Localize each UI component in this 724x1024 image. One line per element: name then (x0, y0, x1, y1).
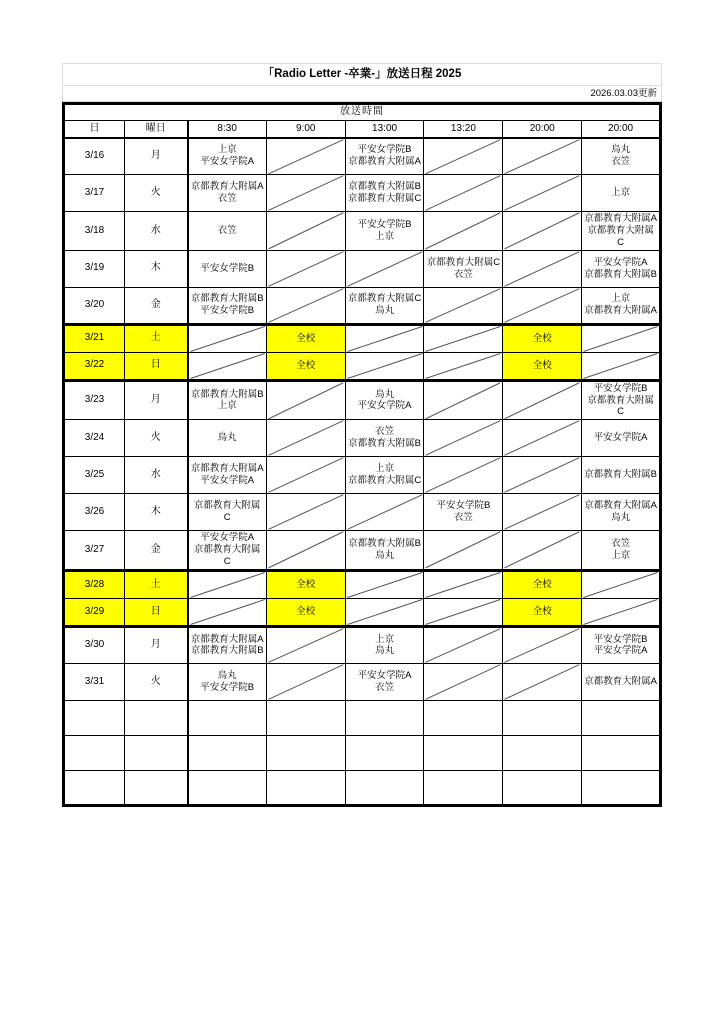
diagonal-line-icon (503, 212, 581, 250)
no-broadcast-cell (188, 324, 267, 352)
weekday-cell: 水 (125, 457, 188, 494)
date-cell: 3/27 (64, 531, 125, 571)
date-cell (64, 770, 125, 805)
weekday-cell: 金 (125, 287, 188, 324)
schedule-cell: 京都教育大附属B 上京 (188, 380, 267, 420)
diagonal-line-icon (267, 628, 345, 663)
no-broadcast-cell (345, 324, 424, 352)
col-header-date: 日 (64, 121, 125, 138)
broadcast-schedule-table (62, 102, 662, 807)
schedule-cell: 衣笠 (188, 212, 267, 251)
diagonal-line-icon (267, 531, 345, 569)
schedule-cell: 平安女学院A (582, 420, 661, 457)
date-cell: 3/22 (64, 352, 125, 380)
col-header-time: 20:00 (503, 121, 582, 138)
date-cell: 3/16 (64, 138, 125, 175)
weekday-cell: 月 (125, 380, 188, 420)
empty-cell (345, 700, 424, 735)
table-head (64, 104, 661, 138)
schedule-row (64, 735, 661, 770)
date-cell: 3/26 (64, 494, 125, 531)
weekday-cell: 土 (125, 570, 188, 598)
weekday-cell (125, 770, 188, 805)
no-broadcast-cell (266, 457, 345, 494)
date-cell (64, 735, 125, 770)
diagonal-line-icon (503, 457, 581, 493)
diagonal-line-icon (424, 457, 502, 493)
weekday-cell: 火 (125, 175, 188, 212)
empty-cell (582, 735, 661, 770)
schedule-cell: 京都教育大附属B 平安女学院B (188, 287, 267, 324)
no-broadcast-cell (503, 250, 582, 287)
no-broadcast-cell (266, 175, 345, 212)
date-cell: 3/25 (64, 457, 125, 494)
date-cell: 3/23 (64, 380, 125, 420)
col-header-time: 20:00 (582, 121, 661, 138)
schedule-row (64, 380, 661, 420)
empty-cell (266, 770, 345, 805)
diagonal-line-icon (267, 494, 345, 530)
no-broadcast-cell (266, 626, 345, 663)
no-broadcast-cell (582, 324, 661, 352)
broadcast-time-header-row (64, 104, 661, 121)
diagonal-line-icon (424, 599, 502, 625)
empty-cell (424, 700, 503, 735)
schedule-cell: 平安女学院B 京都教育大附属A (345, 138, 424, 175)
schedule-cell: 京都教育大附属A 京都教育大附属B (188, 626, 267, 663)
diagonal-line-icon (267, 420, 345, 456)
diagonal-line-icon (424, 531, 502, 569)
date-cell: 3/18 (64, 212, 125, 251)
schedule-cell: 上京 (582, 175, 661, 212)
diagonal-line-icon (189, 599, 266, 625)
weekday-cell: 月 (125, 138, 188, 175)
empty-cell (266, 735, 345, 770)
schedule-cell: 京都教育大附属B (582, 457, 661, 494)
diagonal-line-icon (503, 175, 581, 211)
schedule-row (64, 626, 661, 663)
no-broadcast-cell (266, 250, 345, 287)
all-schools-cell: 全校 (503, 324, 582, 352)
no-broadcast-cell (424, 570, 503, 598)
weekday-cell: 水 (125, 212, 188, 251)
date-cell: 3/29 (64, 598, 125, 626)
diagonal-line-icon (424, 572, 502, 598)
date-cell: 3/31 (64, 663, 125, 700)
diagonal-line-icon (424, 139, 502, 175)
diagonal-line-icon (503, 139, 581, 175)
schedule-cell: 平安女学院B 衣笠 (424, 494, 503, 531)
diagonal-line-icon (267, 288, 345, 323)
no-broadcast-cell (424, 380, 503, 420)
no-broadcast-cell (345, 570, 424, 598)
date-cell (64, 700, 125, 735)
date-cell: 3/19 (64, 250, 125, 287)
all-schools-cell: 全校 (266, 352, 345, 380)
diagonal-line-icon (267, 212, 345, 250)
weekday-cell (125, 700, 188, 735)
diagonal-line-icon (424, 212, 502, 250)
no-broadcast-cell (503, 531, 582, 571)
schedule-row (64, 287, 661, 324)
diagonal-line-icon (582, 572, 659, 598)
schedule-row (64, 212, 661, 251)
diagonal-line-icon (424, 353, 502, 379)
schedule-cell: 京都教育大附属A 衣笠 (188, 175, 267, 212)
no-broadcast-cell (503, 287, 582, 324)
schedule-cell: 京都教育大附属B 京都教育大附属C (345, 175, 424, 212)
schedule-cell: 京都教育大附属A 京都教育大附属C (582, 212, 661, 251)
schedule-cell: 平安女学院B (188, 250, 267, 287)
schedule-cell: 烏丸 平安女学院A (345, 380, 424, 420)
updated-date: 2026.03.03更新 (590, 88, 657, 99)
date-cell: 3/28 (64, 570, 125, 598)
col-header-day: 曜日 (125, 121, 188, 138)
schedule-cell: 烏丸 平安女学院B (188, 663, 267, 700)
no-broadcast-cell (582, 598, 661, 626)
diagonal-line-icon (189, 326, 266, 352)
empty-cell (503, 700, 582, 735)
no-broadcast-cell (266, 138, 345, 175)
diagonal-line-icon (267, 175, 345, 211)
weekday-cell (125, 735, 188, 770)
schedule-cell: 京都教育大附属C 烏丸 (345, 287, 424, 324)
diagonal-line-icon (582, 599, 659, 625)
title-box (62, 63, 662, 102)
no-broadcast-cell (503, 626, 582, 663)
schedule-cell: 上京 平安女学院A (188, 138, 267, 175)
no-broadcast-cell (424, 175, 503, 212)
weekday-cell: 火 (125, 663, 188, 700)
no-broadcast-cell (503, 138, 582, 175)
no-broadcast-cell (582, 352, 661, 380)
schedule-cell: 衣笠 京都教育大附属B (345, 420, 424, 457)
schedule-cell: 平安女学院A 衣笠 (345, 663, 424, 700)
schedule-cell: 京都教育大附属C 衣笠 (424, 250, 503, 287)
col-header-time: 13:00 (345, 121, 424, 138)
diagonal-line-icon (503, 251, 581, 287)
empty-cell (188, 770, 267, 805)
schedule-row (64, 770, 661, 805)
no-broadcast-cell (424, 212, 503, 251)
no-broadcast-cell (266, 420, 345, 457)
all-schools-cell: 全校 (503, 598, 582, 626)
no-broadcast-cell (345, 250, 424, 287)
schedule-cell: 上京 京都教育大附属C (345, 457, 424, 494)
date-cell: 3/21 (64, 324, 125, 352)
no-broadcast-cell (503, 494, 582, 531)
no-broadcast-cell (266, 531, 345, 571)
no-broadcast-cell (503, 420, 582, 457)
diagonal-line-icon (503, 531, 581, 569)
diagonal-line-icon (503, 664, 581, 700)
no-broadcast-cell (503, 175, 582, 212)
no-broadcast-cell (582, 570, 661, 598)
no-broadcast-cell (188, 598, 267, 626)
empty-cell (188, 700, 267, 735)
empty-cell (582, 770, 661, 805)
schedule-row (64, 531, 661, 571)
col-header-time: 9:00 (266, 121, 345, 138)
no-broadcast-cell (266, 212, 345, 251)
no-broadcast-cell (345, 494, 424, 531)
no-broadcast-cell (188, 352, 267, 380)
weekday-cell: 土 (125, 324, 188, 352)
schedule-cell: 京都教育大附属C (188, 494, 267, 531)
schedule-cell: 烏丸 衣笠 (582, 138, 661, 175)
date-cell: 3/20 (64, 287, 125, 324)
all-schools-cell: 全校 (503, 570, 582, 598)
all-schools-cell: 全校 (266, 570, 345, 598)
diagonal-line-icon (503, 420, 581, 456)
no-broadcast-cell (503, 457, 582, 494)
diagonal-line-icon (346, 494, 424, 530)
col-header-time: 13:20 (424, 121, 503, 138)
schedule-cell: 平安女学院A 京都教育大附属B (582, 250, 661, 287)
date-cell: 3/30 (64, 626, 125, 663)
diagonal-line-icon (346, 353, 424, 379)
schedule-row (64, 175, 661, 212)
weekday-cell: 木 (125, 494, 188, 531)
all-schools-cell: 全校 (503, 352, 582, 380)
weekday-cell: 火 (125, 420, 188, 457)
diagonal-line-icon (346, 599, 424, 625)
all-schools-cell: 全校 (266, 324, 345, 352)
table-body (64, 138, 661, 806)
empty-cell (345, 735, 424, 770)
diagonal-line-icon (424, 628, 502, 663)
diagonal-line-icon (189, 353, 266, 379)
no-broadcast-cell (345, 598, 424, 626)
diagonal-line-icon (189, 572, 266, 598)
diagonal-line-icon (503, 382, 581, 420)
weekday-cell: 木 (125, 250, 188, 287)
no-broadcast-cell (424, 598, 503, 626)
diagonal-line-icon (503, 494, 581, 530)
page-content (62, 0, 662, 807)
no-broadcast-cell (503, 212, 582, 251)
no-broadcast-cell (424, 352, 503, 380)
no-broadcast-cell (424, 324, 503, 352)
schedule-row (64, 352, 661, 380)
empty-cell (424, 770, 503, 805)
schedule-row (64, 570, 661, 598)
empty-cell (266, 700, 345, 735)
diagonal-line-icon (346, 572, 424, 598)
diagonal-line-icon (267, 457, 345, 493)
diagonal-line-icon (424, 382, 502, 420)
date-cell: 3/17 (64, 175, 125, 212)
no-broadcast-cell (424, 138, 503, 175)
schedule-row (64, 663, 661, 700)
no-broadcast-cell (266, 494, 345, 531)
schedule-row (64, 598, 661, 626)
empty-cell (582, 700, 661, 735)
schedule-cell: 烏丸 (188, 420, 267, 457)
empty-cell (503, 735, 582, 770)
schedule-cell: 上京 烏丸 (345, 626, 424, 663)
diagonal-line-icon (424, 175, 502, 211)
schedule-row (64, 324, 661, 352)
diagonal-line-icon (424, 326, 502, 352)
diagonal-line-icon (503, 628, 581, 663)
diagonal-line-icon (267, 139, 345, 175)
diagonal-line-icon (267, 664, 345, 700)
no-broadcast-cell (266, 380, 345, 420)
no-broadcast-cell (424, 457, 503, 494)
no-broadcast-cell (424, 287, 503, 324)
no-broadcast-cell (266, 287, 345, 324)
schedule-cell: 衣笠 上京 (582, 531, 661, 571)
date-cell: 3/24 (64, 420, 125, 457)
no-broadcast-cell (188, 570, 267, 598)
schedule-cell: 京都教育大附属B 烏丸 (345, 531, 424, 571)
empty-cell (345, 770, 424, 805)
col-header-time: 8:30 (188, 121, 267, 138)
page-title: 「Radio Letter -卒業-」放送日程 2025 (63, 64, 661, 86)
schedule-cell: 京都教育大附属A (582, 663, 661, 700)
no-broadcast-cell (424, 420, 503, 457)
diagonal-line-icon (346, 326, 424, 352)
no-broadcast-cell (503, 380, 582, 420)
empty-cell (188, 735, 267, 770)
schedule-row (64, 420, 661, 457)
no-broadcast-cell (424, 663, 503, 700)
diagonal-line-icon (503, 288, 581, 323)
schedule-row (64, 138, 661, 175)
schedule-cell: 平安女学院B 平安女学院A (582, 626, 661, 663)
schedule-cell: 上京 京都教育大附属A (582, 287, 661, 324)
column-header-row (64, 121, 661, 138)
weekday-cell: 金 (125, 531, 188, 571)
schedule-row (64, 250, 661, 287)
schedule-cell: 京都教育大附属A 烏丸 (582, 494, 661, 531)
diagonal-line-icon (424, 420, 502, 456)
no-broadcast-cell (503, 663, 582, 700)
no-broadcast-cell (266, 663, 345, 700)
diagonal-line-icon (582, 353, 659, 379)
weekday-cell: 日 (125, 598, 188, 626)
schedule-row (64, 494, 661, 531)
schedule-cell: 京都教育大附属A 平安女学院A (188, 457, 267, 494)
diagonal-line-icon (267, 251, 345, 287)
no-broadcast-cell (424, 531, 503, 571)
diagonal-line-icon (346, 251, 424, 287)
diagonal-line-icon (267, 382, 345, 420)
diagonal-line-icon (582, 326, 659, 352)
no-broadcast-cell (345, 352, 424, 380)
diagonal-line-icon (424, 664, 502, 700)
weekday-cell: 日 (125, 352, 188, 380)
all-schools-cell: 全校 (266, 598, 345, 626)
schedule-row (64, 457, 661, 494)
broadcast-time-header: 放送時間 (64, 104, 661, 121)
schedule-row (64, 700, 661, 735)
schedule-cell: 平安女学院B 上京 (345, 212, 424, 251)
weekday-cell: 月 (125, 626, 188, 663)
schedule-cell: 平安女学院B 京都教育大附属C (582, 380, 661, 420)
schedule-cell: 平安女学院A 京都教育大附属C (188, 531, 267, 571)
empty-cell (424, 735, 503, 770)
diagonal-line-icon (424, 288, 502, 323)
no-broadcast-cell (424, 626, 503, 663)
empty-cell (503, 770, 582, 805)
